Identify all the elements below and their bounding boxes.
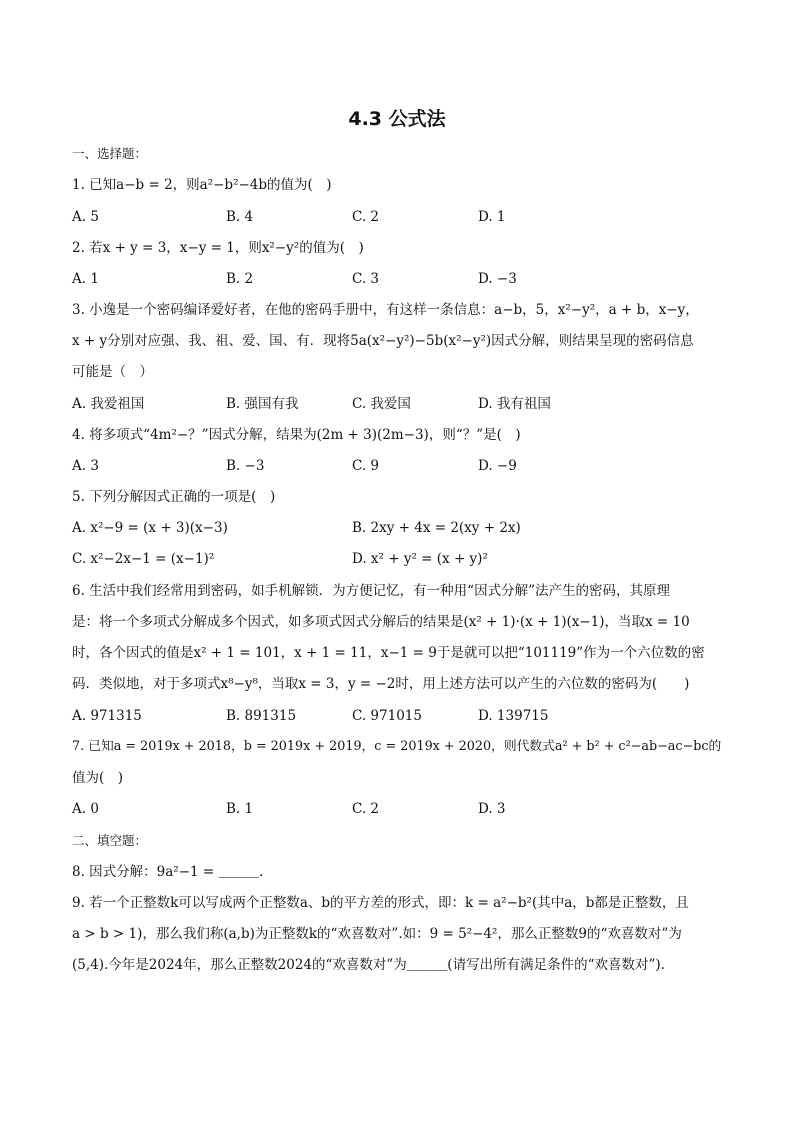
question-3-line-3: 可能是（ ） [72, 364, 153, 380]
q2-option-a[interactable]: A. 1 [72, 271, 99, 287]
q2-option-d[interactable]: D. −3 [478, 271, 517, 287]
q1-option-a[interactable]: A. 5 [72, 209, 99, 225]
q7-option-a[interactable]: A. 0 [72, 801, 99, 817]
question-6-line-2: 是：将一个多项式分解成多个因式，如多项式因式分解后的结果是(x² + 1)·(x + 1)(x−1)，当取x = 10 [72, 614, 690, 630]
q5-option-b[interactable]: B. 2xy + 4x = 2(xy + 2x) [352, 520, 521, 536]
question-3-line-1: 3. 小逸是一个密码编译爱好者，在他的密码手册中，有这样一条信息：a−b，5，x²−y²，a + b，x−y， [72, 302, 699, 318]
q6-option-d[interactable]: D. 139715 [478, 708, 549, 724]
q6-option-a[interactable]: A. 971315 [72, 708, 142, 724]
question-9-line-1: 9. 若一个正整数k可以写成两个正整数a、b的平方差的形式，即：k = a²−b²(其中a，b都是正整数，且 [72, 895, 689, 911]
q1-option-c[interactable]: C. 2 [352, 209, 380, 225]
q2-option-c[interactable]: C. 3 [352, 271, 380, 287]
q5-option-d[interactable]: D. x² + y² = (x + y)² [352, 551, 488, 567]
question-7-line-1: 7. 已知a = 2019x + 2018，b = 2019x + 2019，c = 2019x + 2020，则代数式a² + b² + c²−ab−ac−bc的 [72, 739, 722, 754]
question-6-line-3: 时，各个因式的值是x² + 1 = 101，x + 1 = 11，x−1 = 9于是就可以把“101119”作为一个六位数的密 [72, 645, 705, 661]
section-heading-fill: 二、填空题： [72, 833, 148, 848]
q7-option-b[interactable]: B. 1 [226, 801, 254, 817]
q6-option-c[interactable]: C. 971015 [352, 708, 422, 724]
q5-option-c[interactable]: C. x²−2x−1 = (x−1)² [72, 551, 215, 567]
q4-option-a[interactable]: A. 3 [72, 458, 99, 474]
section-heading-choice: 一、选择题： [72, 146, 148, 161]
question-9-line-2: a > b > 1)，那么我们称(a,b)为正整数k的“欢喜数对”.如：9 = 5²−4²，那么正整数9的“欢喜数对”为 [72, 926, 682, 942]
q7-option-d[interactable]: D. 3 [478, 801, 506, 817]
q3-option-c[interactable]: C. 我爱国 [352, 396, 411, 412]
q4-option-b[interactable]: B. −3 [226, 458, 265, 474]
question-7-line-2: 值为( ) [72, 770, 124, 786]
q2-option-b[interactable]: B. 2 [226, 271, 254, 287]
q5-option-a[interactable]: A. x²−9 = (x + 3)(x−3) [72, 520, 228, 536]
q3-option-b[interactable]: B. 强国有我 [226, 396, 299, 412]
q1-option-b[interactable]: B. 4 [226, 209, 254, 225]
question-4-stem: 4. 将多项式“4m²−？”因式分解，结果为(2m + 3)(2m−3)，则“？”是( ) [72, 427, 521, 443]
question-3-line-2: x + y分别对应强、我、祖、爱、国、有．现将5a(x²−y²)−5b(x²−y²)因式分解，则结果呈现的密码信息 [72, 333, 694, 349]
q6-option-b[interactable]: B. 891315 [226, 708, 297, 724]
q1-option-d[interactable]: D. 1 [478, 209, 506, 225]
question-5-stem: 5. 下列分解因式正确的一项是( ) [72, 489, 276, 505]
q4-option-c[interactable]: C. 9 [352, 458, 380, 474]
q3-option-a[interactable]: A. 我爱祖国 [72, 396, 145, 412]
q4-option-d[interactable]: D. −9 [478, 458, 517, 474]
question-2-stem: 2. 若x + y = 3，x−y = 1，则x²−y²的值为( ) [72, 240, 364, 256]
q3-option-d[interactable]: D. 我有祖国 [478, 396, 551, 412]
question-9-line-3: (5,4).今年是2024年，那么正整数2024的“欢喜数对”为＿＿＿(请写出所有满足条件的“欢喜数对”). [72, 957, 665, 973]
question-8-stem: 8. 因式分解：9a²−1 = ＿＿＿. [72, 864, 264, 880]
question-6-line-1: 6. 生活中我们经常用到密码，如手机解锁．为方便记忆，有一种用“因式分解”法产生的密码，其原理 [72, 583, 670, 599]
page-title: 4.3 公式法 [348, 108, 446, 130]
question-1-stem: 1. 已知a−b = 2，则a²−b²−4b的值为( ) [72, 177, 332, 193]
q7-option-c[interactable]: C. 2 [352, 801, 380, 817]
question-6-line-4: 码．类似地，对于多项式x⁸−y⁸，当取x = 3，y = −2时，用上述方法可以产生的六位数的密码为( ) [72, 676, 690, 692]
